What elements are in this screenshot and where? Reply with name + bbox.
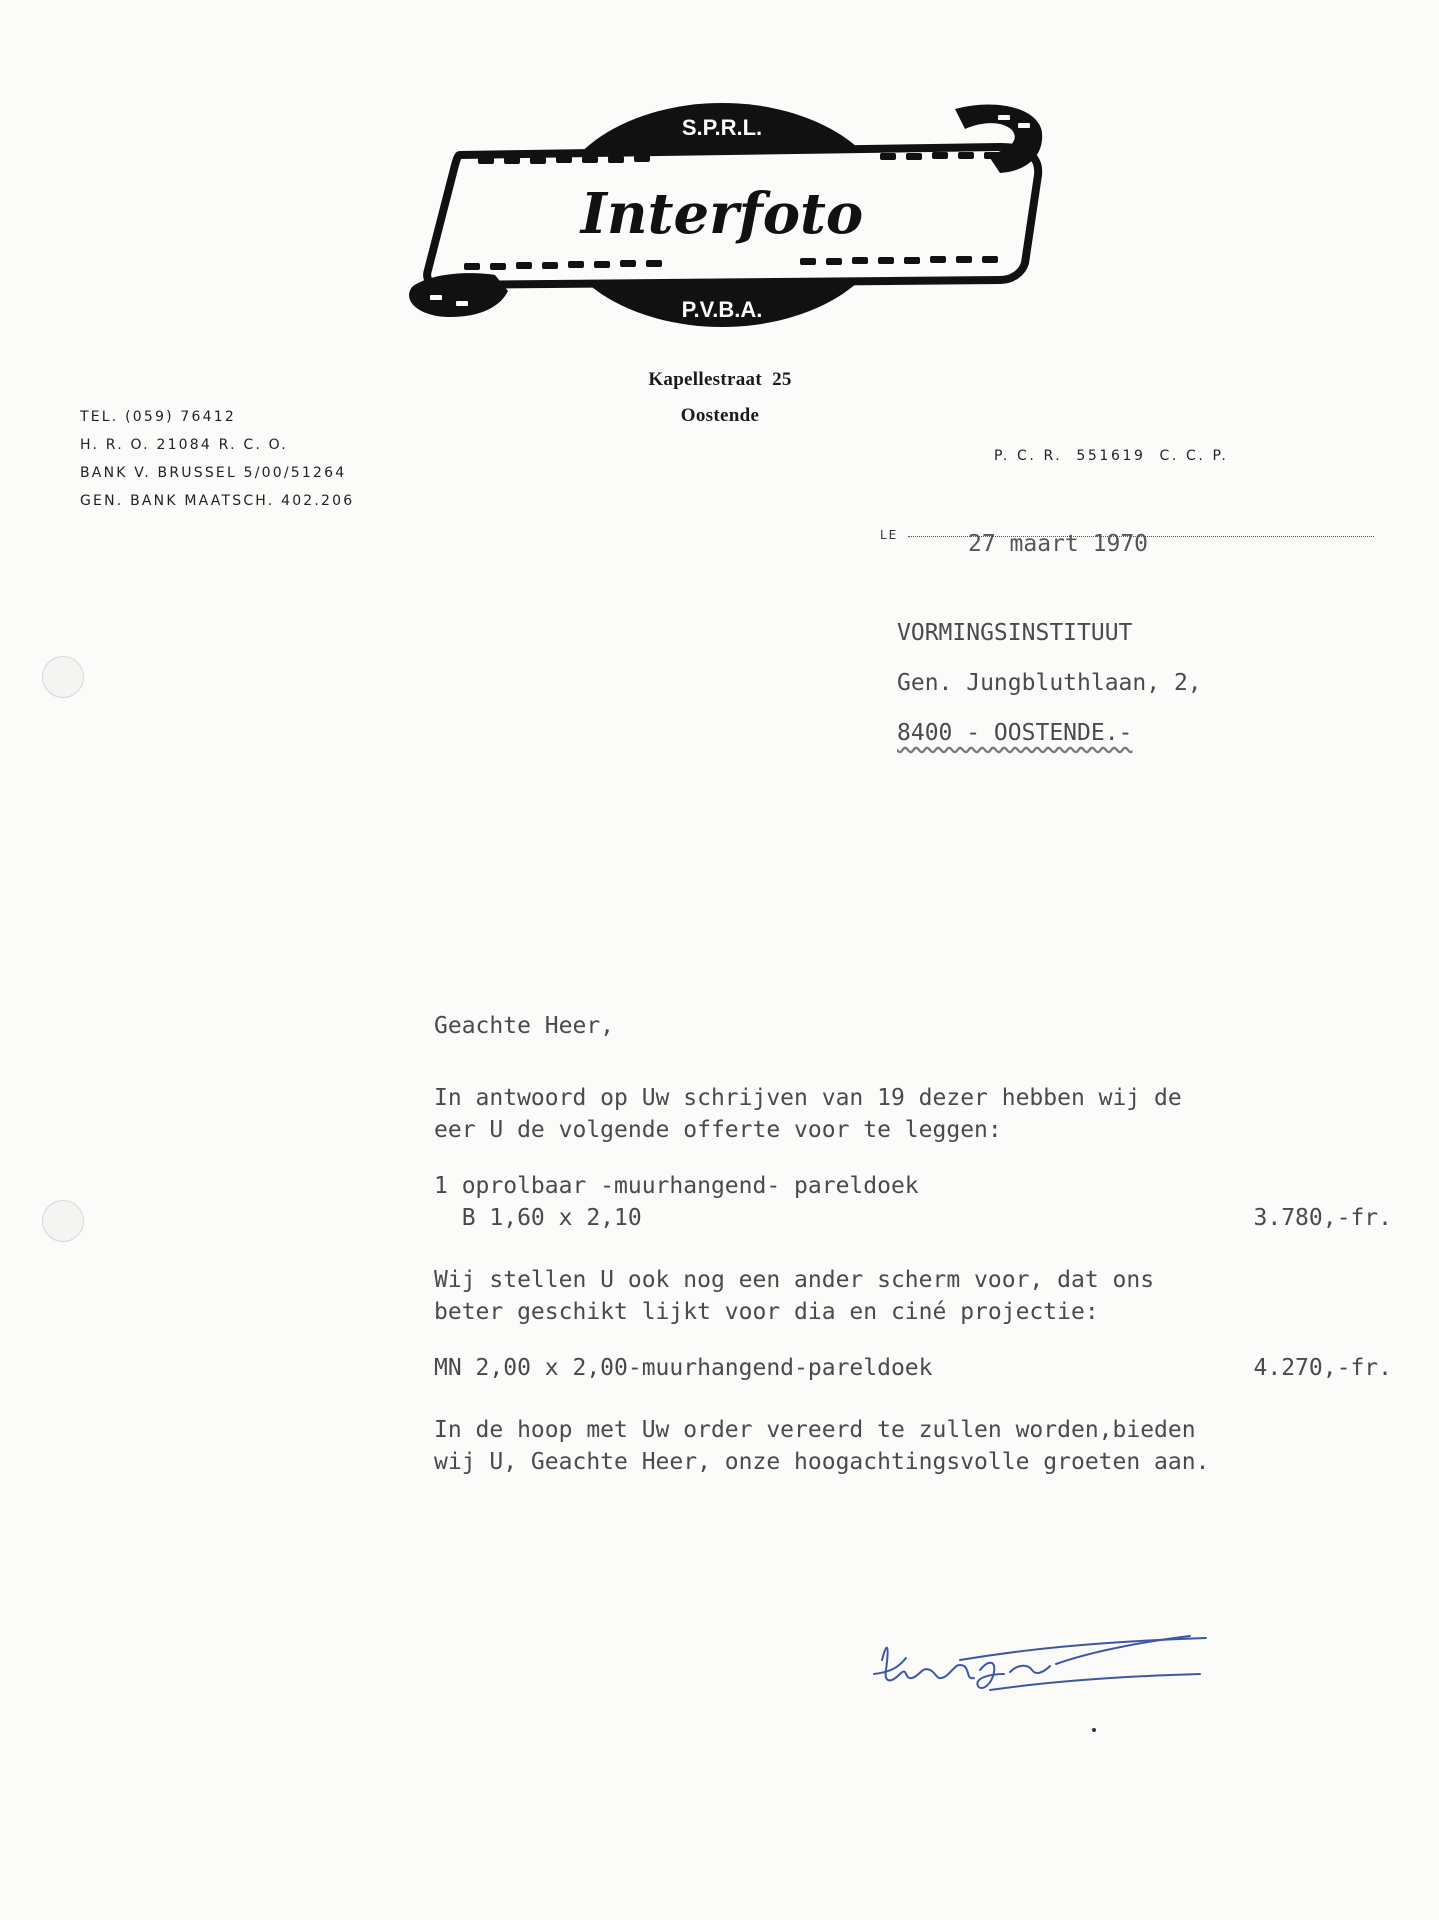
interfoto-logo <box>400 95 1050 335</box>
spacer <box>434 1384 1424 1414</box>
punch-hole-top <box>42 656 84 698</box>
letter-body <box>434 1010 1424 1478</box>
item1-line2: B 1,60 x 2,10 <box>434 1205 642 1231</box>
punch-hole-bottom <box>42 1200 84 1242</box>
item2-price: 4.270,-fr. <box>1253 1355 1392 1381</box>
signature-graphic <box>860 1600 1220 1720</box>
spacer <box>434 1328 1424 1352</box>
item2-desc: MN 2,00 x 2,00-muurhangend-pareldoek <box>434 1355 933 1381</box>
logo-name-text: Interfoto <box>580 181 864 247</box>
recipient-name: VORMINGSINSTITUUT <box>897 620 1133 646</box>
film-strip-logo-graphic <box>400 95 1050 335</box>
item1-row <box>434 1202 1392 1234</box>
para1-line2: eer U de volgende offerte voor te leggen: <box>434 1117 1002 1143</box>
para2-line1: Wij stellen U ook nog een ander scherm voor, dat ons <box>434 1267 1155 1293</box>
contact-gen-bank: GEN. BANK MAATSCH. 402.206 <box>80 493 355 509</box>
company-contacts <box>80 403 354 515</box>
date-line <box>880 528 1374 556</box>
pcr-number: P. C. R. 551619 C. C. P. <box>994 448 1229 464</box>
company-street: Kapellestraat 25 <box>648 369 792 390</box>
spacer <box>434 1234 1424 1264</box>
logo-top-text: S.P.R.L. <box>681 115 763 140</box>
para2-line2: beter geschikt lijkt voor dia en ciné projectie: <box>434 1299 1099 1325</box>
contact-bank-brussel: BANK V. BRUSSEL 5/00/51264 <box>80 465 347 481</box>
recipient-city: 8400 - OOSTENDE.- <box>897 720 1133 746</box>
recipient-block <box>897 608 1202 758</box>
contact-hro: H. R. O. 21084 R. C. O. <box>80 437 288 453</box>
closing-line1: In de hoop met Uw order vereerd te zullen worden,bieden <box>434 1417 1196 1443</box>
item1-line1: 1 oprolbaar -muurhangend- pareldoek <box>434 1173 919 1199</box>
closing-line2: wij U, Geachte Heer, onze hoogachtingsvolle groeten aan. <box>434 1449 1210 1475</box>
ink-dot <box>1092 1728 1096 1732</box>
item1-price: 3.780,-fr. <box>1253 1205 1392 1231</box>
company-city: Oostende <box>680 405 760 426</box>
date-value: 27 maart 1970 <box>968 531 1149 557</box>
recipient-street: Gen. Jungbluthlaan, 2, <box>897 670 1202 696</box>
salutation: Geachte Heer, <box>434 1013 615 1039</box>
logo-bottom-text: P.V.B.A. <box>681 297 763 322</box>
date-label: LE <box>880 528 899 542</box>
item2-row <box>434 1352 1392 1384</box>
company-address <box>560 362 880 434</box>
handwritten-signature <box>860 1600 1220 1720</box>
contact-tel: TEL. (059) 76412 <box>80 409 236 425</box>
para1-line1: In antwoord op Uw schrijven van 19 dezer hebben wij de <box>434 1085 1182 1111</box>
